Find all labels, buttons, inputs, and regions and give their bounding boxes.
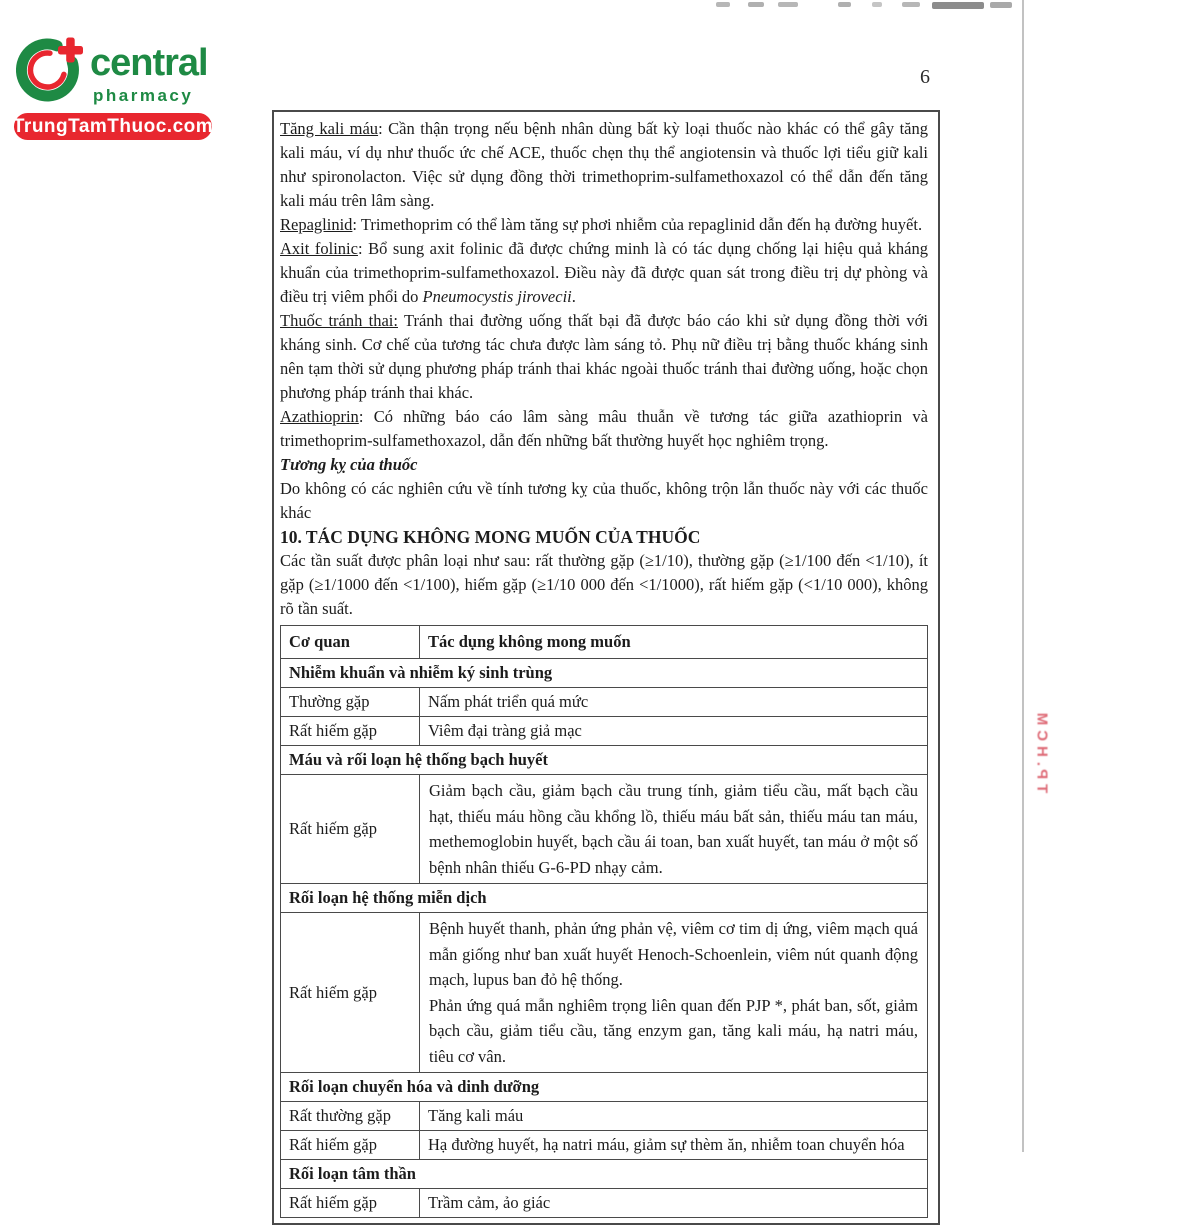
- scan-artifact: [716, 2, 730, 7]
- scan-artifact: [990, 2, 1012, 8]
- plus-icon: [58, 38, 83, 63]
- header-organ: Cơ quan: [281, 626, 420, 659]
- table-section-row: Rối loạn chuyển hóa và dinh dưỡng: [281, 1073, 928, 1102]
- scan-artifact: [748, 2, 764, 7]
- paragraph-axit-folinic: Axit folinic: Bổ sung axit folinic đã được chứng minh là có tác dụng chống lại hiệu quả kháng khuẩn của trimethoprim-sulfamethoxazol. Điều này đã được quan sát trong điều trị dự phòng và điều trị viêm phổi do Pneumocystis jirovecii.: [280, 239, 929, 306]
- table-row: Rất thường gặp Tăng kali máu: [281, 1102, 928, 1131]
- header-effect: Tác dụng không mong muốn: [420, 626, 928, 659]
- subheading-tuong-ky: Tương kỵ của thuốc: [280, 455, 418, 474]
- paragraph-azathioprin: Azathioprin: Có những báo cáo lâm sàng mâu thuẫn về tương tác giữa azathioprin và trimethoprim-sulfamethoxazol, dẫn đến những bất thường huyết học nghiêm trọng.: [280, 407, 928, 450]
- scan-artifact: [778, 2, 798, 7]
- scan-artifact: [838, 2, 851, 7]
- page-edge-line: [1022, 0, 1024, 1152]
- scan-artifact: [932, 2, 984, 9]
- page-number: 6: [920, 66, 930, 88]
- table-section-row: Rối loạn tâm thần: [281, 1160, 928, 1189]
- scan-artifact: [902, 2, 920, 7]
- table-header-row: [281, 626, 928, 659]
- table-row: Rất hiếm gặp Giảm bạch cầu, giảm bạch cầu trung tính, giảm tiểu cầu, mất bạch cầu hạt, thiếu máu hồng cầu khổng lồ, thiếu máu bất sản, thiếu máu tan máu, methemoglobin huyết, bạch cầu ái toan, ban xuất huyết, tan máu ở một số bệnh nhân thiếu G-6-PD nhạy cảm.: [281, 775, 928, 884]
- table-row: Rất hiếm gặp Trầm cảm, ảo giác: [281, 1189, 928, 1218]
- table-row: Rất hiếm gặp Hạ đường huyết, hạ natri máu, giảm sự thèm ăn, nhiễm toan chuyển hóa: [281, 1131, 928, 1160]
- central-pharmacy-logo: [14, 30, 244, 142]
- adverse-effects-table: [280, 625, 928, 1218]
- logo-badge: TrungTamThuoc.com: [14, 113, 212, 140]
- side-stamp-bleedthrough: TP.HCM: [1033, 707, 1051, 794]
- section-heading-10: 10. TÁC DỤNG KHÔNG MONG MUỐN CỦA THUỐC: [280, 527, 701, 547]
- logo-sub-text: pharmacy: [93, 86, 194, 105]
- scan-artifact: [872, 2, 882, 7]
- table-row: Rất hiếm gặp Viêm đại tràng giả mạc: [281, 717, 928, 746]
- paragraph-tuong-ky-body: Do không có các nghiên cứu về tính tương kỵ của thuốc, không trộn lẫn thuốc này với các thuốc khác: [280, 479, 928, 522]
- table-row: Thường gặp Nấm phát triển quá mức: [281, 688, 928, 717]
- paragraph-tang-kali-mau: Tăng kali máu: Cần thận trọng nếu bệnh nhân dùng bất kỳ loại thuốc nào khác có thể gây tăng kali máu, ví dụ như thuốc ức chế ACE, thuốc chẹn thụ thể angiotensin và thuốc lợi tiểu giữ kali như spironolacton. Việc sử dụng đồng thời trimethoprim-sulfamethoxazol có thể dẫn đến tăng kali máu trên lâm sàng.: [280, 119, 928, 210]
- table-row: Rất hiếm gặp Bệnh huyết thanh, phản ứng phản vệ, viêm cơ tim dị ứng, viêm mạch quá mẫn giống như ban xuất huyết Henoch-Schoenlein, viêm nút quanh động mạch, lupus ban đỏ hệ thống. Phản ứng quá mẫn nghiêm trọng liên quan đến PJP *, phát ban, sốt, giảm bạch cầu, giảm tiểu cầu, tăng enzym gan, tăng kali máu, hạ natri máu, tiêu cơ vân.: [281, 913, 928, 1073]
- table-section-row: Nhiễm khuẩn và nhiễm ký sinh trùng: [281, 659, 928, 688]
- paragraph-repaglinid: Repaglinid: Trimethoprim có thể làm tăng sự phơi nhiễm của repaglinid dẫn đến hạ đường huyết.: [280, 215, 923, 234]
- table-section-row: Máu và rối loạn hệ thống bạch huyết: [281, 746, 928, 775]
- paragraph-thuoc-tranh-thai: Thuốc tránh thai: Tránh thai đường uống thất bại đã được báo cáo khi sử dụng đồng thời với kháng sinh. Cơ chế của tương tác chưa được làm sáng tỏ. Phụ nữ điều trị bằng thuốc kháng sinh nên tạm thời sử dụng phương pháp tránh thai khác ngoài thuốc tránh thai đường uống, hoặc chọn phương pháp tránh thai khác.: [280, 311, 928, 402]
- table-section-row: Rối loạn hệ thống miễn dịch: [281, 884, 928, 913]
- body-text: [280, 117, 928, 621]
- document-content-box: [272, 110, 940, 1225]
- paragraph-frequency-note: Các tần suất được phân loại như sau: rất thường gặp (≥1/10), thường gặp (≥1/100 đến <1/10), ít gặp (≥1/1000 đến <1/100), hiếm gặp (≥1/10 000 đến <1/1000), rất hiếm gặp (<1/10 000), không rõ tần suất.: [280, 551, 928, 618]
- logo-brand-text: central: [90, 42, 208, 84]
